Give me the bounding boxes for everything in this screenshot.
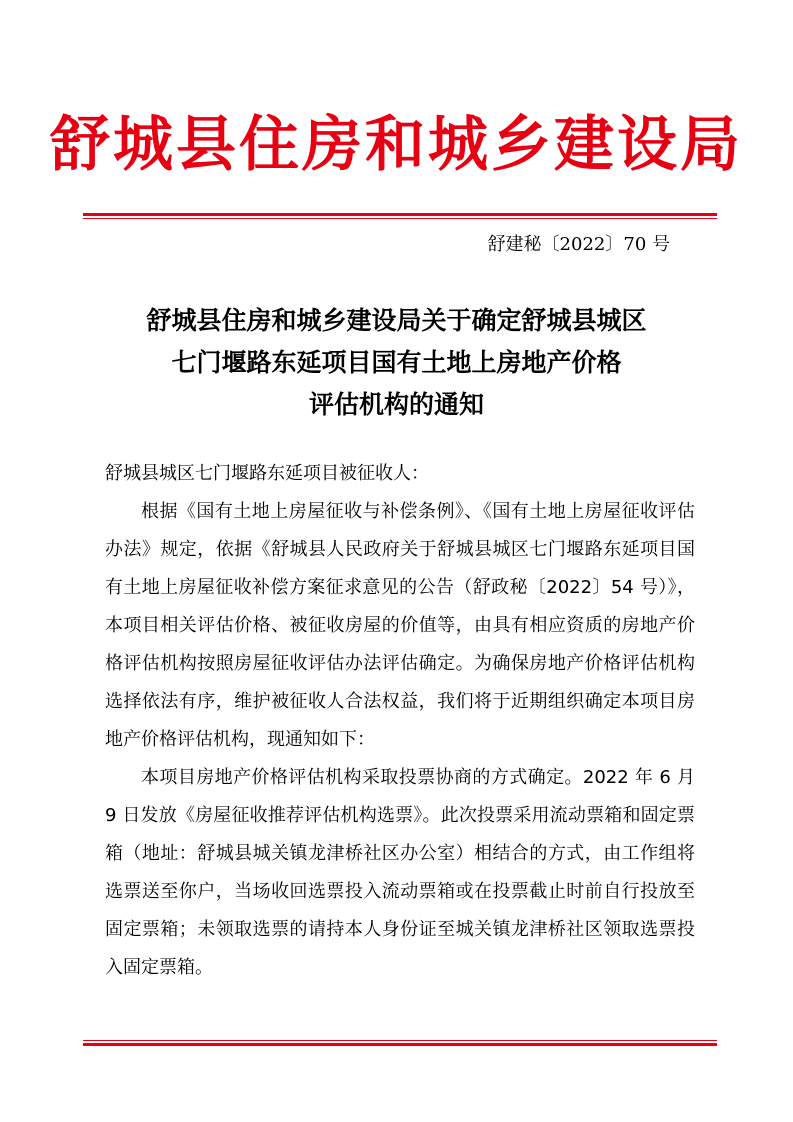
masthead-divider xyxy=(83,213,717,219)
title-line-1: 舒城县住房和城乡建设局关于确定舒城县城区 xyxy=(146,306,647,335)
title-line-2: 七门堰路东延项目国有土地上房地产价格 xyxy=(171,348,622,377)
title-line-3: 评估机构的通知 xyxy=(308,390,484,419)
footer-divider xyxy=(83,1040,717,1046)
document-title xyxy=(0,300,793,426)
document-body xyxy=(105,455,695,987)
paragraph-2: 本项目房地产价格评估机构采取投票协商的方式确定。2022 年 6 月 9 日发放《房屋征收推荐评估机构选票》。此次投票采用流动票箱和固定票箱（地址：舒城县城关镇龙津桥社区办公室）相结合的方式，由工作组将选票送至你户，当场收回选票投入流动票箱或在投票截止时前自行投放至固定票箱；未领取选票的请持本人身份证至城关镇龙津桥社区领取选票投入固定票箱。 xyxy=(105,767,695,978)
salutation: 舒城县城区七门堰路东延项目被征收人： xyxy=(105,463,429,484)
paragraph-1: 根据《国有土地上房屋征收与补偿条例》、《国有土地上房屋征收评估办法》规定，依据《舒城县人民政府关于舒城县城区七门堰路东延项目国有土地上房屋征收补偿方案征求意见的公告（舒政秘〔2022〕54 号）》，本项目相关评估价格、被征收房屋的价值等，由具有相应资质的房地产价格评估机构按照房屋征收评估办法评估确定。为确保房地产价格评估机构选择依法有序，维护被征收人合法权益，我们将于近期组织确定本项目房地产价格评估机构，现通知如下： xyxy=(105,501,695,750)
masthead-title: 舒城县住房和城乡建设局 xyxy=(50,110,743,180)
document-number: 舒建秘〔2022〕70 号 xyxy=(487,234,670,255)
